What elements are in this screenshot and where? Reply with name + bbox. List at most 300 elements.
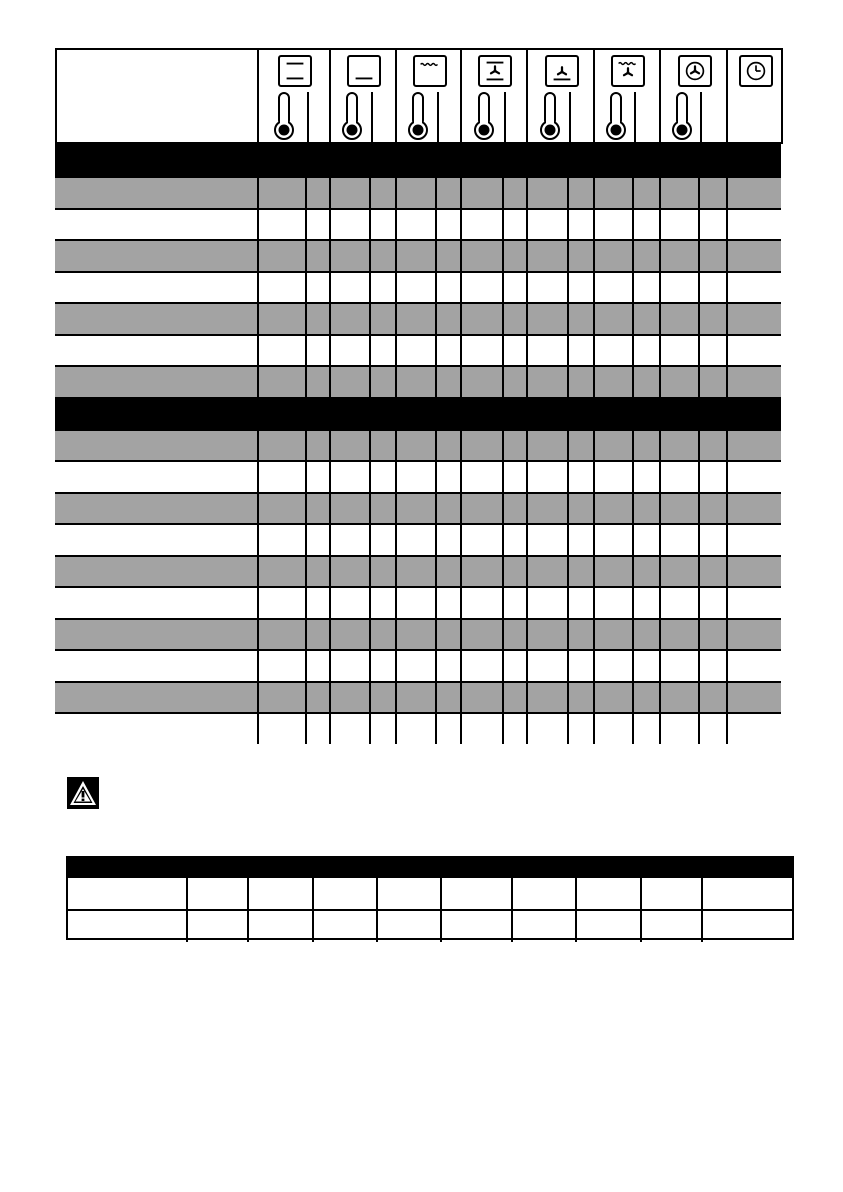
cell-divider xyxy=(435,178,437,208)
row-label-cell xyxy=(55,431,259,461)
cell-divider xyxy=(567,273,569,303)
row-label-cell xyxy=(55,557,259,587)
cell-divider xyxy=(369,431,371,461)
cell-divider xyxy=(369,557,371,587)
row-label-cell xyxy=(55,525,259,555)
cell-divider xyxy=(395,683,397,713)
cell-divider xyxy=(435,494,437,524)
cell-divider xyxy=(502,683,504,713)
table-row xyxy=(55,334,781,366)
cell-divider xyxy=(659,367,661,397)
cell-divider xyxy=(698,336,700,366)
cell-divider xyxy=(395,367,397,397)
row-label-cell xyxy=(55,336,259,366)
cell-divider xyxy=(698,304,700,334)
cell-divider xyxy=(435,431,437,461)
section-header-bar xyxy=(55,397,781,429)
bottom-cell-divider xyxy=(701,878,703,909)
cell-divider xyxy=(395,178,397,208)
bottom-cell-divider xyxy=(312,878,314,909)
cell-divider xyxy=(435,367,437,397)
cell-divider xyxy=(698,241,700,271)
cell-divider xyxy=(435,210,437,240)
cell-divider xyxy=(305,557,307,587)
cell-divider xyxy=(435,273,437,303)
cell-divider xyxy=(567,525,569,555)
cell-divider xyxy=(726,336,728,366)
cell-divider xyxy=(726,210,728,240)
timer-clock-icon xyxy=(739,55,773,87)
cell-divider xyxy=(329,683,331,713)
warning-triangle-icon xyxy=(67,777,99,809)
cell-divider xyxy=(460,178,462,208)
cell-divider xyxy=(502,273,504,303)
cell-divider xyxy=(502,210,504,240)
warning-icon-box xyxy=(67,777,99,809)
cell-divider xyxy=(369,494,371,524)
cell-divider xyxy=(698,683,700,713)
cell-divider xyxy=(659,304,661,334)
cell-divider xyxy=(567,367,569,397)
bottom-table-header-label xyxy=(68,861,74,875)
bottom-cell-divider xyxy=(247,911,249,942)
cell-divider xyxy=(567,494,569,524)
cell-divider xyxy=(502,431,504,461)
cell-divider xyxy=(502,620,504,650)
table-row xyxy=(55,365,781,397)
cell-divider xyxy=(305,714,307,744)
cell-divider xyxy=(329,367,331,397)
cell-divider xyxy=(659,683,661,713)
section-header-label xyxy=(55,405,63,420)
cell-divider xyxy=(726,588,728,618)
cell-divider xyxy=(369,620,371,650)
cell-divider xyxy=(329,273,331,303)
table-row xyxy=(55,492,781,524)
cell-divider xyxy=(526,525,528,555)
cell-divider xyxy=(305,651,307,681)
cell-divider xyxy=(526,620,528,650)
cell-divider xyxy=(460,714,462,744)
cell-divider xyxy=(726,178,728,208)
thermometer-icon xyxy=(471,90,497,142)
cell-divider xyxy=(567,557,569,587)
cell-divider xyxy=(659,588,661,618)
cell-divider xyxy=(593,210,595,240)
cell-divider xyxy=(659,620,661,650)
cell-divider xyxy=(435,714,437,744)
row-label-cell xyxy=(55,273,259,303)
cell-divider xyxy=(698,620,700,650)
cell-divider xyxy=(305,273,307,303)
row-label-cell xyxy=(55,620,259,650)
cell-divider xyxy=(395,304,397,334)
cell-divider xyxy=(526,336,528,366)
temperature-cell xyxy=(659,92,728,144)
cell-divider xyxy=(305,367,307,397)
temperature-cell xyxy=(257,92,331,144)
cell-divider xyxy=(460,431,462,461)
cell-divider xyxy=(526,367,528,397)
cell-divider xyxy=(659,431,661,461)
row-label-cell xyxy=(55,178,259,208)
cell-divider xyxy=(395,494,397,524)
cell-divider xyxy=(567,210,569,240)
cell-divider xyxy=(726,494,728,524)
column-divider xyxy=(700,92,702,144)
cell-divider xyxy=(435,304,437,334)
table-row xyxy=(55,681,781,713)
table-row xyxy=(55,586,781,618)
mode-icons-row xyxy=(257,48,781,94)
cell-divider xyxy=(698,494,700,524)
cell-divider xyxy=(593,241,595,271)
bottom-cell-divider xyxy=(511,878,513,909)
cell-divider xyxy=(369,683,371,713)
cell-divider xyxy=(329,557,331,587)
thermometer-icon xyxy=(669,90,695,142)
cell-divider xyxy=(698,273,700,303)
cell-divider xyxy=(632,588,634,618)
column-divider xyxy=(504,92,506,144)
cell-divider xyxy=(305,210,307,240)
section-header-bar xyxy=(55,144,781,176)
cell-divider xyxy=(305,336,307,366)
cell-divider xyxy=(698,588,700,618)
fan-grill-icon xyxy=(611,55,645,87)
cell-divider xyxy=(659,525,661,555)
bottom-cell-divider xyxy=(376,911,378,942)
bottom-cell-divider xyxy=(247,878,249,909)
cell-divider xyxy=(632,241,634,271)
bottom-cell-divider xyxy=(640,911,642,942)
cell-divider xyxy=(460,494,462,524)
bottom-cell-divider xyxy=(575,911,577,942)
cell-divider xyxy=(526,588,528,618)
cell-divider xyxy=(395,651,397,681)
cell-divider xyxy=(593,683,595,713)
cell-divider xyxy=(726,620,728,650)
mode-header-cell xyxy=(257,48,331,94)
cell-divider xyxy=(305,462,307,492)
cell-divider xyxy=(460,304,462,334)
cell-divider xyxy=(726,304,728,334)
cell-divider xyxy=(659,714,661,744)
cell-divider xyxy=(659,557,661,587)
cell-divider xyxy=(395,273,397,303)
cell-divider xyxy=(460,557,462,587)
cell-divider xyxy=(395,714,397,744)
row-label-cell xyxy=(55,304,259,334)
cell-divider xyxy=(567,714,569,744)
cell-divider xyxy=(460,683,462,713)
cell-divider xyxy=(369,241,371,271)
thermometer-icon xyxy=(603,90,629,142)
cell-divider xyxy=(329,525,331,555)
cell-divider xyxy=(526,557,528,587)
cell-divider xyxy=(726,431,728,461)
cell-divider xyxy=(593,304,595,334)
cell-divider xyxy=(567,336,569,366)
bottom-cell-divider xyxy=(701,911,703,942)
cell-divider xyxy=(593,525,595,555)
row-label-cell xyxy=(55,462,259,492)
column-divider xyxy=(307,92,309,144)
table-row xyxy=(55,208,781,240)
mode-header-cell xyxy=(460,48,528,94)
mode-header-cell xyxy=(395,48,462,94)
row-label-cell xyxy=(55,367,259,397)
cell-divider xyxy=(632,273,634,303)
bottom-cell-divider xyxy=(186,878,188,909)
thermometer-icon xyxy=(405,90,431,142)
cell-divider xyxy=(329,714,331,744)
cell-divider xyxy=(460,620,462,650)
cell-divider xyxy=(502,588,504,618)
cell-divider xyxy=(567,241,569,271)
cell-divider xyxy=(726,714,728,744)
column-divider xyxy=(634,92,636,144)
table-row xyxy=(55,555,781,587)
cell-divider xyxy=(632,178,634,208)
cell-divider xyxy=(567,651,569,681)
table-row xyxy=(55,429,781,461)
table-body xyxy=(55,144,781,744)
cell-divider xyxy=(632,651,634,681)
cell-divider xyxy=(395,588,397,618)
cell-divider xyxy=(460,651,462,681)
cell-divider xyxy=(305,588,307,618)
cell-divider xyxy=(632,683,634,713)
cell-divider xyxy=(567,620,569,650)
cell-divider xyxy=(329,588,331,618)
cell-divider xyxy=(526,210,528,240)
cell-divider xyxy=(502,178,504,208)
cell-divider xyxy=(632,367,634,397)
bottom-cell-divider xyxy=(511,911,513,942)
bottom-table-row xyxy=(68,909,792,940)
cell-divider xyxy=(698,462,700,492)
cell-divider xyxy=(526,178,528,208)
cell-divider xyxy=(329,494,331,524)
bottom-cell-divider xyxy=(440,911,442,942)
cell-divider xyxy=(329,620,331,650)
table-row xyxy=(55,271,781,303)
cell-divider xyxy=(305,683,307,713)
cell-divider xyxy=(329,241,331,271)
cell-divider xyxy=(567,431,569,461)
cell-divider xyxy=(369,525,371,555)
cell-divider xyxy=(567,178,569,208)
table-row xyxy=(55,176,781,208)
cell-divider xyxy=(329,431,331,461)
cell-divider xyxy=(726,683,728,713)
cell-divider xyxy=(305,304,307,334)
row-label-cell xyxy=(55,241,259,271)
cell-divider xyxy=(502,304,504,334)
row-label-cell xyxy=(55,494,259,524)
cell-divider xyxy=(593,494,595,524)
mode-header-cell xyxy=(659,48,728,94)
mode-header-cell xyxy=(526,48,595,94)
table-row xyxy=(55,712,781,744)
cell-divider xyxy=(460,367,462,397)
cell-divider xyxy=(329,210,331,240)
cell-divider xyxy=(502,336,504,366)
bottom-heat-icon xyxy=(347,55,381,87)
cell-divider xyxy=(460,273,462,303)
cell-divider xyxy=(726,273,728,303)
cell-divider xyxy=(369,304,371,334)
cell-divider xyxy=(369,273,371,303)
cell-divider xyxy=(567,683,569,713)
cell-divider xyxy=(567,462,569,492)
thermometer-icon xyxy=(537,90,563,142)
cell-divider xyxy=(698,178,700,208)
cell-divider xyxy=(593,462,595,492)
cell-divider xyxy=(593,336,595,366)
cell-divider xyxy=(632,304,634,334)
cell-divider xyxy=(526,304,528,334)
section-header-label xyxy=(55,152,63,167)
cell-divider xyxy=(502,462,504,492)
bottom-cell-divider xyxy=(186,911,188,942)
column-divider xyxy=(569,92,571,144)
table-corner-cell xyxy=(55,48,259,144)
cell-divider xyxy=(435,683,437,713)
cell-divider xyxy=(460,210,462,240)
bottom-table-row xyxy=(68,878,792,909)
cell-divider xyxy=(502,557,504,587)
temperature-cell xyxy=(395,92,462,144)
cell-divider xyxy=(460,241,462,271)
cell-divider xyxy=(526,462,528,492)
cell-divider xyxy=(632,431,634,461)
cell-divider xyxy=(593,273,595,303)
cell-divider xyxy=(593,431,595,461)
row-label-cell xyxy=(55,683,259,713)
cell-divider xyxy=(526,651,528,681)
cell-divider xyxy=(567,304,569,334)
cell-divider xyxy=(526,241,528,271)
cell-divider xyxy=(698,431,700,461)
cell-divider xyxy=(305,431,307,461)
cell-divider xyxy=(526,714,528,744)
cell-divider xyxy=(502,525,504,555)
cell-divider xyxy=(369,367,371,397)
cell-divider xyxy=(395,620,397,650)
bottom-cell-divider xyxy=(312,911,314,942)
cell-divider xyxy=(726,525,728,555)
cell-divider xyxy=(593,620,595,650)
cell-divider xyxy=(659,336,661,366)
cell-divider xyxy=(526,431,528,461)
fan-ring-heater-icon xyxy=(678,55,712,87)
cell-divider xyxy=(369,714,371,744)
table-row xyxy=(55,460,781,492)
table-row xyxy=(55,239,781,271)
cell-divider xyxy=(460,462,462,492)
cell-divider xyxy=(369,178,371,208)
cell-divider xyxy=(659,273,661,303)
cell-divider xyxy=(593,367,595,397)
cell-divider xyxy=(502,494,504,524)
bottom-table xyxy=(66,856,794,940)
column-divider xyxy=(371,92,373,144)
mode-header-cell xyxy=(329,48,397,94)
cell-divider xyxy=(659,462,661,492)
cell-divider xyxy=(726,462,728,492)
thermometer-icon xyxy=(271,90,297,142)
cell-divider xyxy=(698,714,700,744)
mode-header-cell xyxy=(593,48,661,94)
cell-divider xyxy=(593,714,595,744)
cell-divider xyxy=(435,588,437,618)
table-row xyxy=(55,649,781,681)
bottom-cell-divider xyxy=(376,878,378,909)
temperature-cell xyxy=(593,92,661,144)
cell-divider xyxy=(726,557,728,587)
cell-divider xyxy=(593,178,595,208)
cell-divider xyxy=(435,462,437,492)
cell-divider xyxy=(395,210,397,240)
cell-divider xyxy=(435,336,437,366)
cell-divider xyxy=(632,462,634,492)
cell-divider xyxy=(502,367,504,397)
cell-divider xyxy=(526,683,528,713)
table-row xyxy=(55,523,781,555)
cell-divider xyxy=(632,210,634,240)
cell-divider xyxy=(698,367,700,397)
grill-icon xyxy=(413,55,447,87)
cell-divider xyxy=(369,210,371,240)
cell-divider xyxy=(726,241,728,271)
cell-divider xyxy=(435,620,437,650)
bottom-cell-divider xyxy=(575,878,577,909)
cell-divider xyxy=(460,336,462,366)
cell-divider xyxy=(726,367,728,397)
cell-divider xyxy=(632,525,634,555)
cell-divider xyxy=(435,651,437,681)
cell-divider xyxy=(659,210,661,240)
cell-divider xyxy=(659,241,661,271)
cell-divider xyxy=(369,336,371,366)
cell-divider xyxy=(329,336,331,366)
table-row xyxy=(55,302,781,334)
temperature-cell xyxy=(526,92,595,144)
cell-divider xyxy=(726,651,728,681)
cell-divider xyxy=(369,588,371,618)
cell-divider xyxy=(395,241,397,271)
cell-divider xyxy=(632,494,634,524)
column-divider xyxy=(437,92,439,144)
row-label-cell xyxy=(55,588,259,618)
cell-divider xyxy=(435,525,437,555)
cell-divider xyxy=(305,178,307,208)
cell-divider xyxy=(502,714,504,744)
temperature-cell xyxy=(329,92,397,144)
row-label-cell xyxy=(55,651,259,681)
cell-divider xyxy=(435,557,437,587)
cell-divider xyxy=(502,651,504,681)
mode-header-cell xyxy=(726,48,783,94)
row-label-cell xyxy=(55,210,259,240)
table-row xyxy=(55,618,781,650)
cell-divider xyxy=(395,431,397,461)
cell-divider xyxy=(659,494,661,524)
cell-divider xyxy=(460,525,462,555)
cell-divider xyxy=(632,336,634,366)
